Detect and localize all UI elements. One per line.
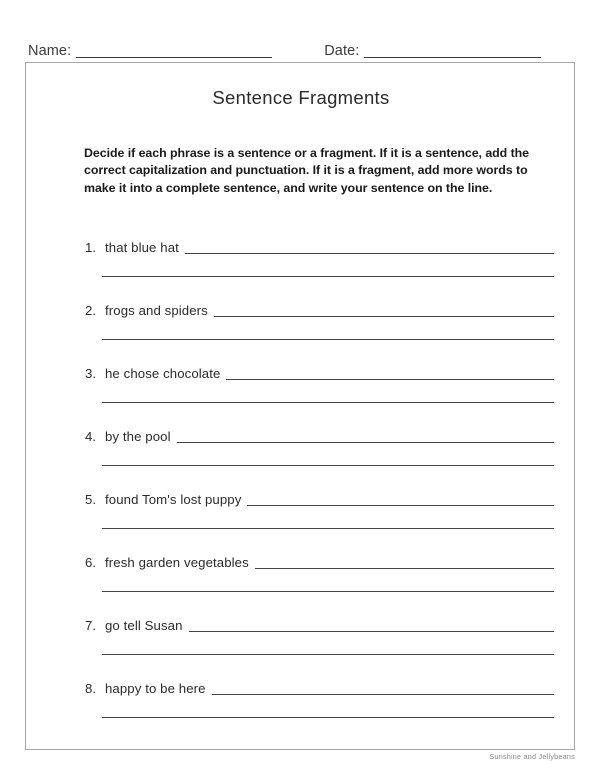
answer-line-primary[interactable]: [226, 378, 554, 380]
question-phrase: found Tom's lost puppy: [105, 491, 242, 507]
question-item-3: [26, 361, 576, 424]
answer-line-secondary[interactable]: [102, 653, 554, 655]
date-write-in-line[interactable]: [364, 56, 541, 58]
answer-line-primary[interactable]: [185, 252, 554, 254]
question-prompt-row: [26, 424, 576, 444]
question-item-8: [26, 676, 576, 739]
student-info-header: [0, 36, 600, 60]
question-prompt-row: [26, 676, 576, 696]
page-title: Sentence Fragments: [212, 87, 390, 108]
question-number: 5.: [85, 491, 96, 507]
answer-line-secondary[interactable]: [102, 590, 554, 592]
question-number: 2.: [85, 302, 96, 318]
question-item-7: [26, 613, 576, 676]
answer-line-secondary[interactable]: [102, 275, 554, 277]
date-label: Date:: [324, 42, 360, 59]
answer-line-secondary[interactable]: [102, 527, 554, 529]
question-prompt-row: [26, 550, 576, 570]
question-phrase: he chose chocolate: [105, 365, 221, 381]
worksheet-container: [25, 62, 575, 750]
question-list: [26, 235, 576, 739]
answer-line-primary[interactable]: [212, 693, 554, 695]
answer-line-secondary[interactable]: [102, 401, 554, 403]
question-item-1: [26, 235, 576, 298]
answer-line-primary[interactable]: [255, 567, 554, 569]
question-prompt-row: [26, 613, 576, 633]
question-number: 4.: [85, 428, 96, 444]
question-prompt-row: [26, 487, 576, 507]
answer-line-primary[interactable]: [189, 630, 554, 632]
name-field-group: [28, 44, 272, 61]
question-item-5: [26, 487, 576, 550]
instructions-text: Decide if each phrase is a sentence or a fragment. If it is a sentence, add the correct capitalization and punctuation. If it is a fragment, add more words to make it into a complete sentence, and write your sentence on the line.: [84, 146, 530, 195]
question-number: 3.: [85, 365, 96, 381]
question-number: 8.: [85, 680, 96, 696]
question-phrase: go tell Susan: [105, 617, 183, 633]
question-number: 7.: [85, 617, 96, 633]
question-prompt-row: [26, 298, 576, 318]
question-phrase: fresh garden vegetables: [105, 554, 249, 570]
question-item-4: [26, 424, 576, 487]
question-phrase: that blue hat: [105, 239, 179, 255]
answer-line-primary[interactable]: [214, 315, 554, 317]
answer-line-primary[interactable]: [177, 441, 554, 443]
answer-line-primary[interactable]: [247, 504, 554, 506]
name-write-in-line[interactable]: [76, 56, 272, 58]
footer-credit: Sunshine and Jellybeans: [489, 752, 575, 761]
question-number: 1.: [85, 239, 96, 255]
name-label: Name:: [28, 42, 72, 59]
question-prompt-row: [26, 235, 576, 255]
date-field-group: [324, 44, 541, 61]
answer-line-secondary[interactable]: [102, 716, 554, 718]
question-number: 6.: [85, 554, 96, 570]
answer-line-secondary[interactable]: [102, 338, 554, 340]
question-phrase: happy to be here: [105, 680, 206, 696]
question-item-2: [26, 298, 576, 361]
question-item-6: [26, 550, 576, 613]
question-phrase: by the pool: [105, 428, 171, 444]
answer-line-secondary[interactable]: [102, 464, 554, 466]
question-prompt-row: [26, 361, 576, 381]
question-phrase: frogs and spiders: [105, 302, 208, 318]
